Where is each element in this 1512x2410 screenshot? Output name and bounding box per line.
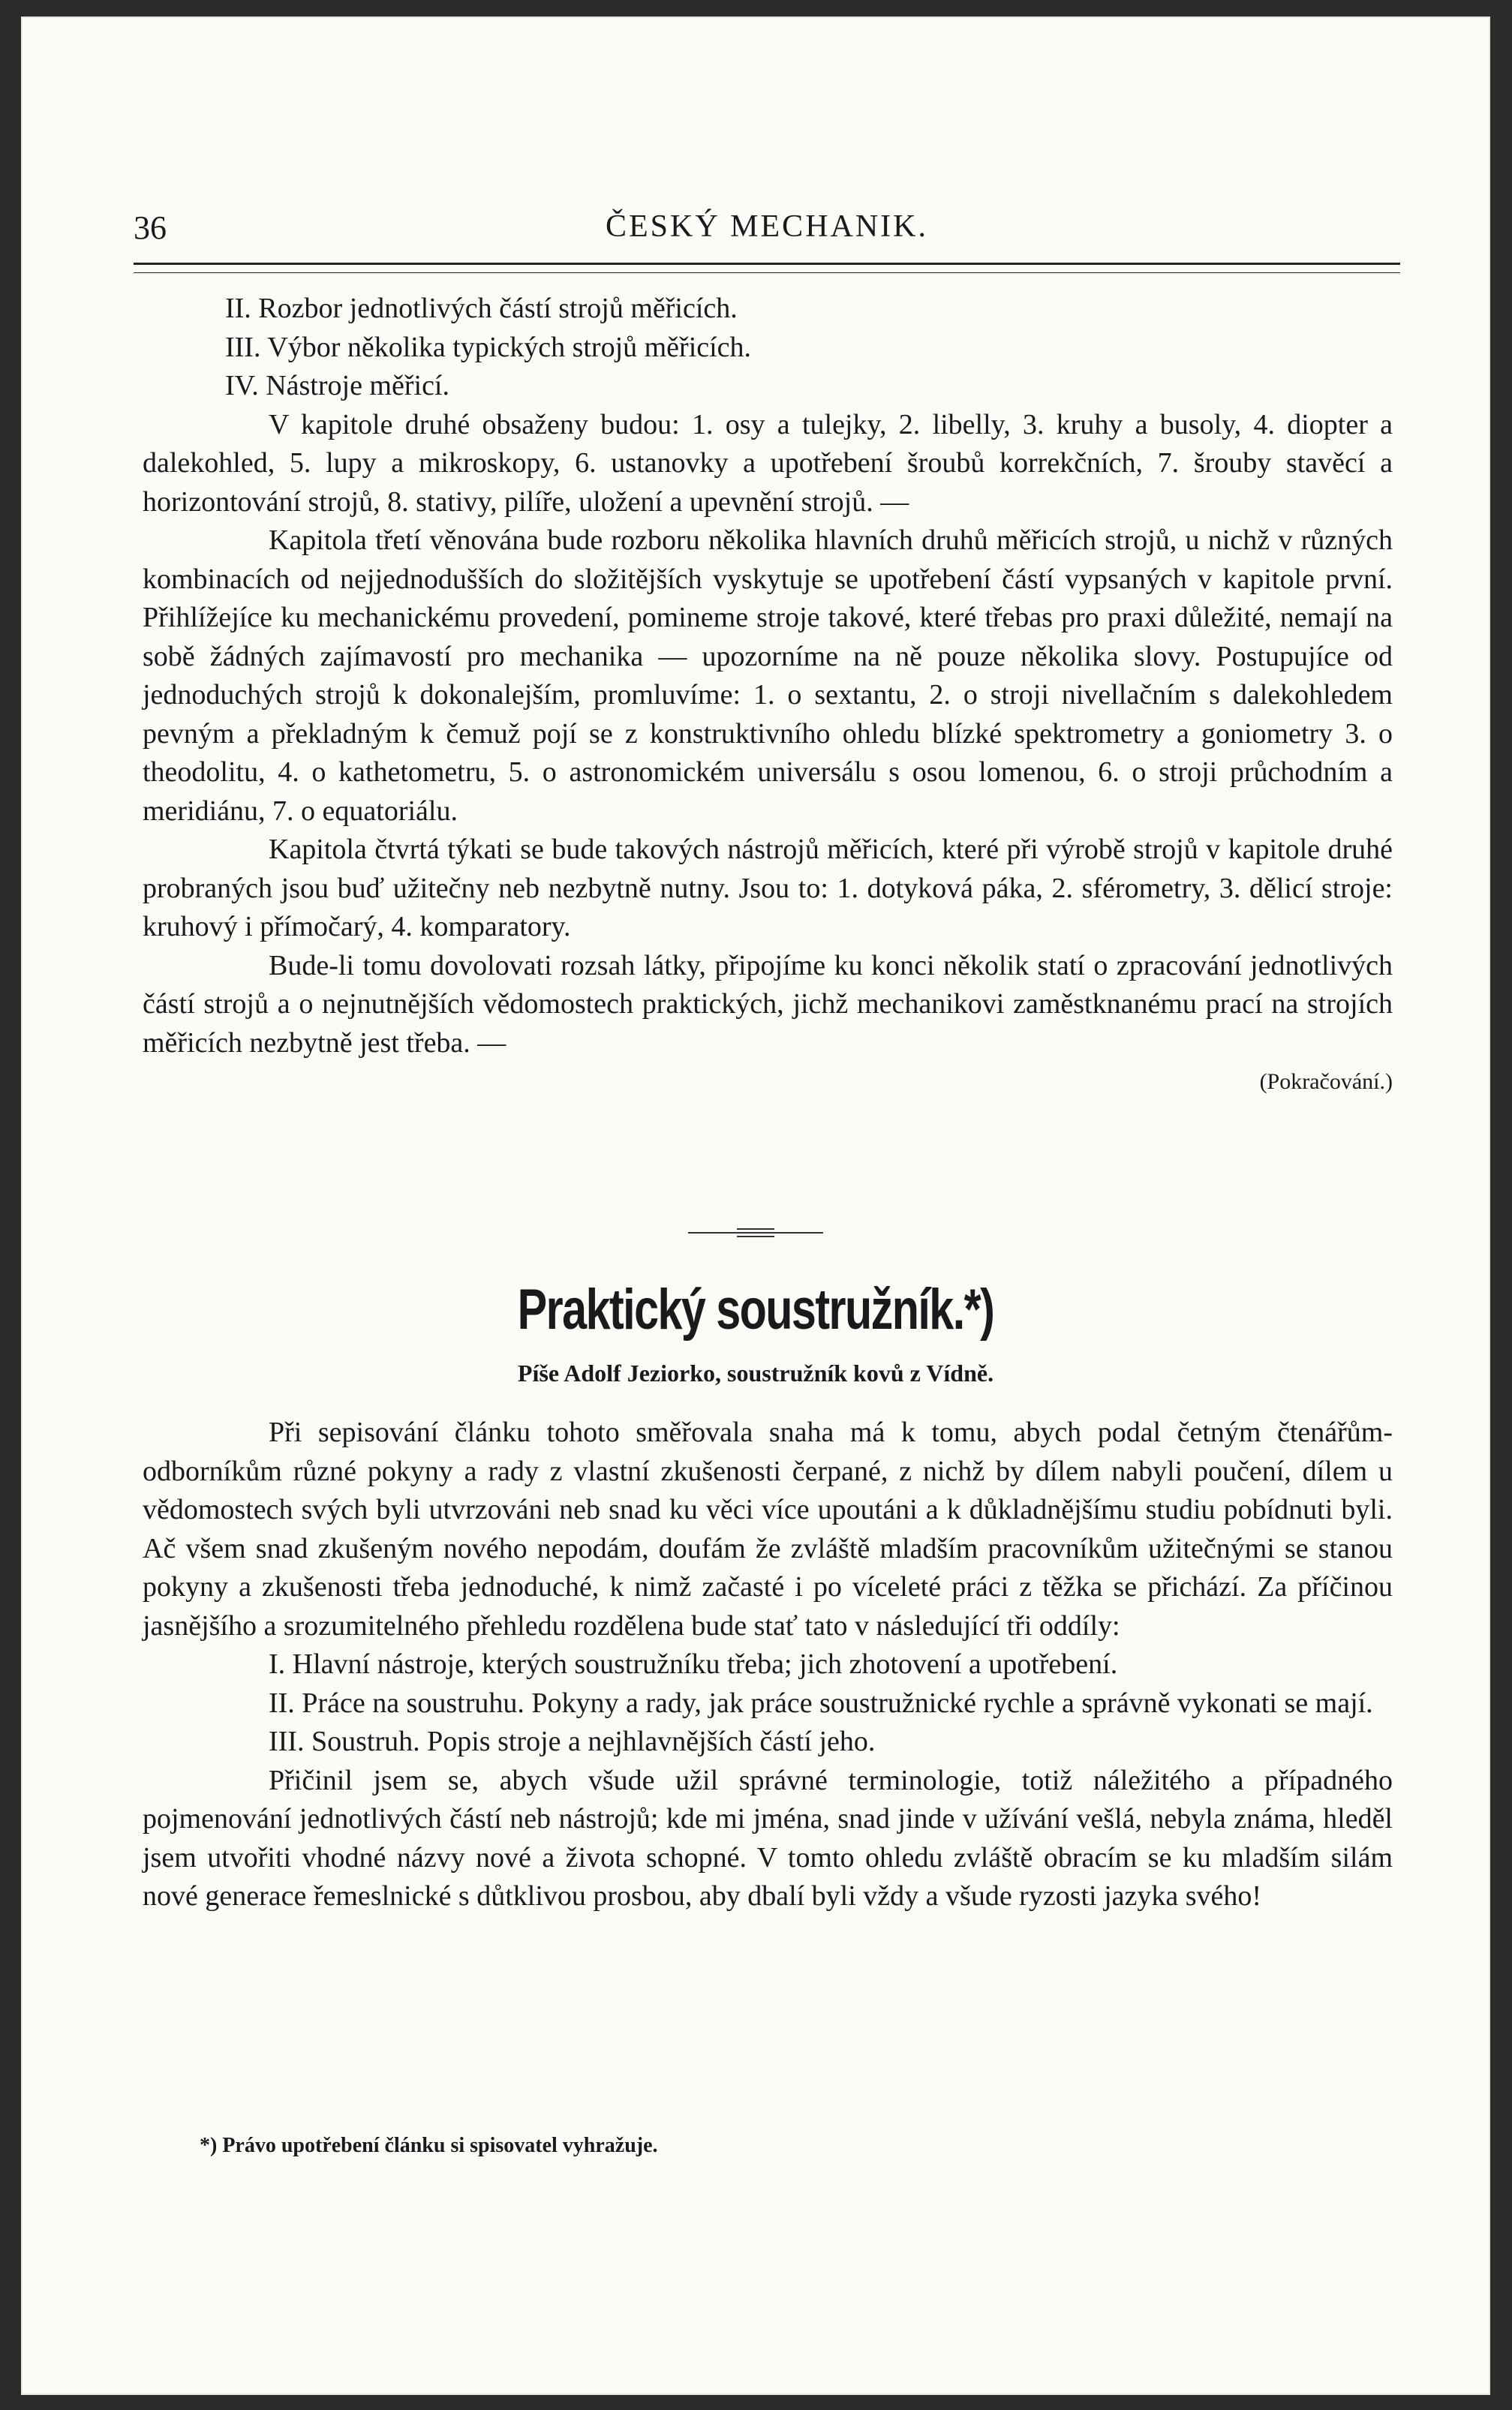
paragraph: Přičinil jsem se, abych všude užil správné terminologie, totiž náležitého a případného pojmenování jednotlivých částí neb nástrojů; kde mi jména, snad jinde v užívání vešlá, nebyla známa, hleděl jsem utvořiti vhodné názvy nové a života schopné. V tomto ohledu zvláště obracím se ku mladším silám nové generace řemeslnické s důtklivou prosbou, aby dbalí byli vždy a všude ryzosti jazyka svého!	[143, 1764, 1393, 1912]
division-item: III. Soustruh. Popis stroje a nejhlavnějších částí jeho.	[269, 1726, 876, 1757]
article-title: Praktický soustružník.*)	[517, 1278, 994, 1342]
footnote: *) Právo upotřebení článku si spisovatel vyhražuje.	[200, 2134, 658, 2157]
paragraph: Bude-li tomu dovolovati rozsah látky, připojíme ku konci několik statí o zpracování jednotlivých částí strojů a o nejnutnějších vědomostech praktických, jichž mechanikovi zaměstknanému prací na strojích měřicích nezbytně jest třeba. —	[143, 949, 1393, 1059]
continued-note: (Pokračování.)	[1259, 1069, 1393, 1094]
header-rule	[134, 263, 1400, 273]
chapter-list-item: II. Rozbor jednotlivých částí strojů měřicích.	[225, 293, 738, 324]
chapter-list-item: III. Výbor několika typických strojů měřicích.	[225, 331, 752, 363]
paragraph: Kapitola třetí věnována bude rozboru několika hlavních druhů měřicích strojů, u nichž v různých kombinacích od nejjednodušších do složitějších vyskytuje se upotřebení částí vypsaných v kapitole první. Přihlížejíce ku mechanickému provedení, pomineme stroje takové, které třebas pro praxi důležité, nemají na sobě žádných zajímavostí pro mechanika — upozorníme na ně pouze několika slovy. Postupujíce od jednoduchých strojů k dokonalejším, promluvíme: 1. o sextantu, 2. o stroji nivellačním s dalekohledem pevným a překladným k čemuž pojí se z konstruktivního ohledu blízké spektrometry a goniometry 3. o theodolitu, 4. o kathetometru, 5. o astronomickém universálu s osou lomenou, 6. o stroji průchodním a meridiánu, 7. o equatoriálu.	[143, 524, 1393, 827]
article-body	[143, 1414, 1393, 1916]
paragraph: V kapitole druhé obsaženy budou: 1. osy a tulejky, 2. libelly, 3. kruhy a busoly, 4. diopter a dalekohled, 5. lupy a mikroskopy, 6. ustanovky a upotřebení šroubů korrekčních, 7. šrouby stavěcí a horizontování strojů, 8. stativy, pilíře, uložení a upevnění strojů. —	[143, 408, 1393, 518]
paragraph: Při sepisování článku tohoto směřovala snaha má k tomu, abych podal četným čtenářům-odborníkům různé pokyny a rady z vlastní zkušenosti čerpané, z nichž by dílem nabyli poučení, dílem u vědomostech svých byli utvrzováni neb snad ku věci více upoutáni a k důkladnějšímu studiu pobídnuti byli. Ač všem snad zkušeným nového nepodám, doufám že zvláště mladším pracovníkům užitečnými se stanou pokyny a zkušenosti třeba jednoduché, k nimž začasté i po víceleté práci z těžka se přichází. Za příčinou jasnějšího a srozumitelného přehledu rozdělena bude stať tato v následující tři oddíly:	[143, 1417, 1393, 1642]
section-divider	[21, 1228, 1490, 1243]
page-header	[134, 209, 1400, 261]
running-head: ČESKÝ MECHANIK.	[605, 209, 928, 244]
paragraph: Kapitola čtvrtá týkati se bude takových nástrojů měřicích, které při výrobě strojů v kapitole druhé probraných jsou buď užitečny neb nezbytně nutny. Jsou to: 1. dotyková páka, 2. sférometry, 3. dělicí stroje: kruhový i přímočarý, 4. komparatory.	[143, 834, 1393, 942]
article-byline: Píše Adolf Jeziorko, soustružník kovů z Vídně.	[517, 1360, 994, 1387]
section-continued	[143, 290, 1393, 1101]
page-number: 36	[134, 209, 167, 246]
chapter-list-item: IV. Nástroje měřicí.	[225, 370, 449, 401]
division-item: I. Hlavní nástroje, kterých soustružníku třeba; jich zhotovení a upotřebení.	[269, 1648, 1118, 1680]
division-item: II. Práce na soustruhu. Pokyny a rady, jak práce soustružnické rychle a správně vykonati se mají.	[269, 1687, 1373, 1719]
page	[21, 17, 1490, 2395]
